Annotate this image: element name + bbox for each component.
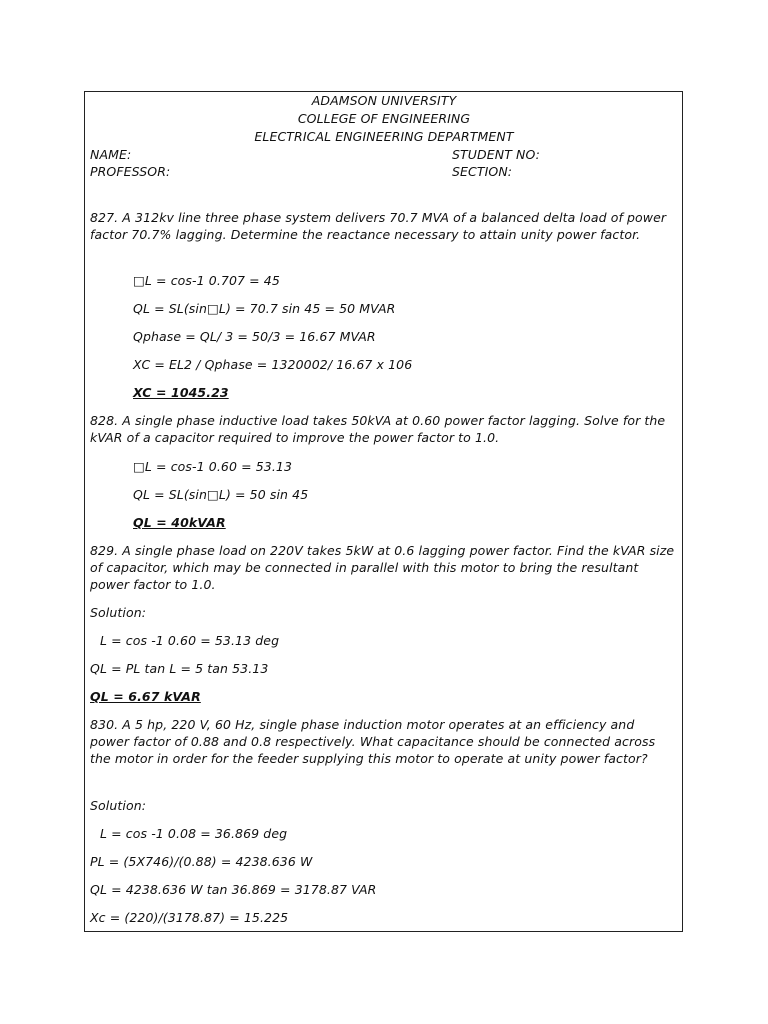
problem-829-line-2: QL = PL tan L = 5 tan 53.13 xyxy=(90,661,269,676)
problem-830-solution-label: Solution: xyxy=(90,798,147,813)
professor-label: PROFESSOR: xyxy=(90,164,171,179)
problem-828-question: 828. A single phase inductive load takes 50kVA at 0.60 power factor lagging. Solve for the kVAR of a capacitor required to improve the power factor to 1.0. xyxy=(90,413,666,445)
problem-827-line-1: □L = cos-1 0.707 = 45 xyxy=(133,273,280,288)
university-title: ADAMSON UNIVERSITY xyxy=(311,93,457,108)
problem-829-solution-label: Solution: xyxy=(90,605,147,620)
problem-830-question: 830. A 5 hp, 220 V, 60 Hz, single phase induction motor operates at an efficiency and power factor of 0.88 and 0.8 respectively. What capacitance should be connected across the motor in order for the feeder supplying this motor to operate at unity power factor? xyxy=(90,717,656,766)
college-title: COLLEGE OF ENGINEERING xyxy=(297,111,471,126)
problem-827-line-2: QL = SL(sin□L) = 70.7 sin 45 = 50 MVAR xyxy=(133,301,396,316)
problem-829-answer: QL = 6.67 kVAR xyxy=(90,689,201,704)
problem-827-line-4: XC = EL2 / Qphase = 1320002/ 16.67 x 106 xyxy=(133,357,413,372)
problem-828-line-2: QL = SL(sin□L) = 50 sin 45 xyxy=(133,487,309,502)
section-label: SECTION: xyxy=(452,164,513,179)
problem-828-answer: QL = 40kVAR xyxy=(133,515,226,530)
student-no-label: STUDENT NO: xyxy=(452,147,540,162)
department-title: ELECTRICAL ENGINEERING DEPARTMENT xyxy=(254,129,514,144)
problem-830-line-3: QL = 4238.636 W tan 36.869 = 3178.87 VAR xyxy=(90,882,377,897)
problem-828-line-1: □L = cos-1 0.60 = 53.13 xyxy=(133,459,293,474)
problem-827-line-3: Qphase = QL/ 3 = 50/3 = 16.67 MVAR xyxy=(133,329,376,344)
problem-829-question: 829. A single phase load on 220V takes 5kW at 0.6 lagging power factor. Find the kVAR size of capacitor, which may be connected in parallel with this motor to bring the resultant power factor to 1.0. xyxy=(90,543,675,592)
problem-830-line-4: Xc = (220)/(3178.87) = 15.225 xyxy=(90,910,289,925)
problem-827-answer: XC = 1045.23 xyxy=(133,385,229,400)
name-label: NAME: xyxy=(90,147,132,162)
problem-830-line-1: L = cos -1 0.08 = 36.869 deg xyxy=(100,826,288,841)
problem-827-question: 827. A 312kv line three phase system delivers 70.7 MVA of a balanced delta load of power factor 70.7% lagging. Determine the reactance necessary to attain unity power factor. xyxy=(90,210,667,242)
problem-829-line-1: L = cos -1 0.60 = 53.13 deg xyxy=(100,633,280,648)
problem-830-line-2: PL = (5X746)/(0.88) = 4238.636 W xyxy=(90,854,313,869)
